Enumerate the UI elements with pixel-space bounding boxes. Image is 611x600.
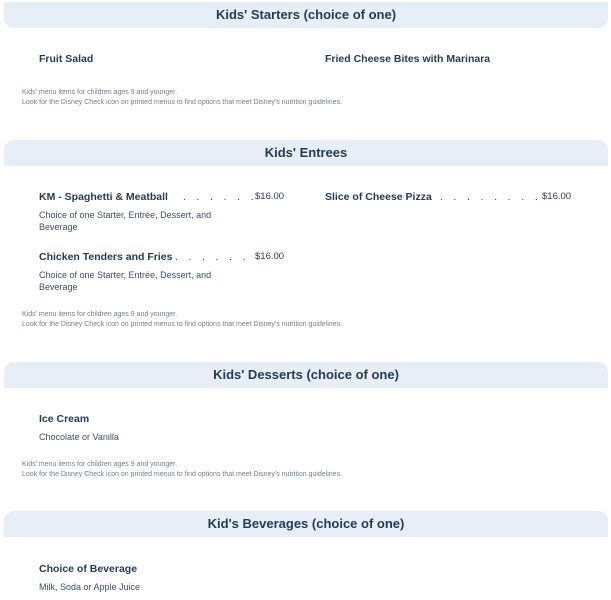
menu-item-name: Slice of Cheese Pizza	[325, 191, 432, 203]
menu-item-name: Ice Cream	[39, 413, 90, 425]
menu-item-price: $16.00	[255, 251, 285, 262]
menu-item-description: Chocolate or Vanilla	[39, 432, 119, 442]
section-header-beverages: Kid's Beverages (choice of one)	[4, 511, 608, 537]
menu-item-name: KM - Spaghetti & Meatball	[39, 191, 168, 203]
note-age-limit: Kids' menu items for children ages 9 and younger.	[22, 89, 178, 96]
note-age-limit: Kids' menu items for children ages 9 and younger.	[22, 461, 178, 468]
menu-item-description: Choice of one Starter, Entrée, Dessert, and Beverage	[39, 210, 212, 232]
menu-item-price: $16.00	[542, 191, 572, 202]
dot-leader: . . . . . . . .	[440, 192, 542, 203]
menu-item-name: Fried Cheese Bites with Marinara	[325, 53, 491, 65]
note-disney-check: Look for the Disney Check icon on printed menus to find options that meet Disney's nutrition guidelines.	[22, 321, 343, 328]
menu-note	[22, 310, 342, 330]
dot-leader: . . . . . . .	[175, 252, 264, 263]
note-disney-check: Look for the Disney Check icon on printed menus to find options that meet Disney's nutrition guidelines.	[22, 471, 343, 478]
menu-item-description: Choice of one Starter, Entrée, Dessert, and Beverage	[39, 270, 212, 292]
menu-item-name: Choice of Beverage	[39, 563, 138, 575]
section-header-entrees: Kids' Entrees	[4, 140, 608, 166]
menu-note	[22, 460, 342, 480]
dot-leader: . . . . . .	[183, 192, 258, 203]
section-header-starters: Kids' Starters (choice of one)	[4, 2, 608, 28]
note-disney-check: Look for the Disney Check icon on printed menus to find options that meet Disney's nutrition guidelines.	[22, 99, 343, 106]
note-age-limit: Kids' menu items for children ages 9 and younger.	[22, 311, 178, 318]
menu-item-description: Milk, Soda or Apple Juice	[39, 582, 141, 592]
menu-item-name: Chicken Tenders and Fries	[39, 251, 173, 263]
menu-item-price: $16.00	[255, 191, 285, 202]
section-header-desserts: Kids' Desserts (choice of one)	[4, 362, 608, 388]
menu-item-name: Fruit Salad	[39, 53, 94, 65]
menu-note	[22, 88, 342, 108]
